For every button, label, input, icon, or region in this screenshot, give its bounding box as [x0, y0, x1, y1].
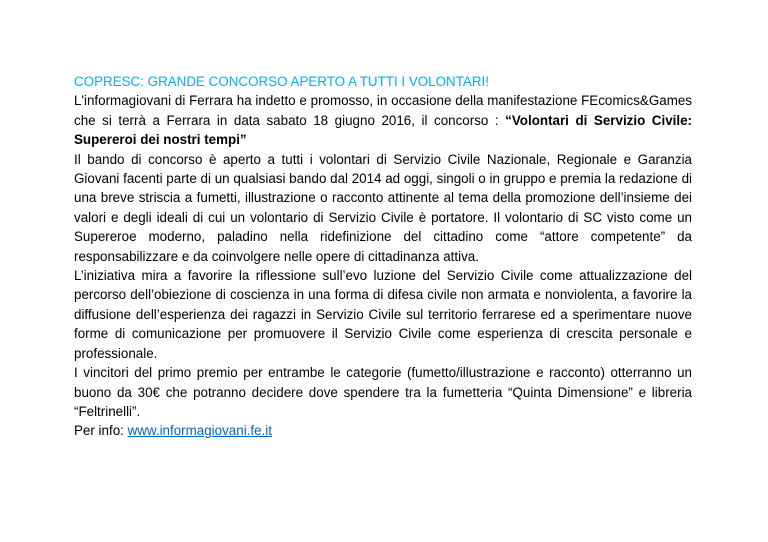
paragraph-contest-intro: L'informagiovani di Ferrara ha indetto e promosso, in occasione della manifestazione FEcomics&Games che si terrà a Ferrara in data sabato 18 giugno 2016, il concorso : — [74, 93, 692, 128]
paragraph-initiative-goals: L’iniziativa mira a favorire la riflessione sull’evo luzione del Servizio Civile come attualizzazione del percorso dell’obiezione di coscienza in una forma di difesa civile non armata e nonviolenta, a favorire la diffusione dell’esperienza dei ragazzi in Servizio Civile sul territorio ferrarese ed a sperimentare nuove forme di comunicazione per promuovere il Servizio Civile come esperienza di crescita personale e professionale. — [74, 268, 692, 361]
document-body — [74, 72, 692, 441]
contest-title: “Volontari di Servizio Civile: Supereroi dei nostri tempi” — [74, 112, 692, 148]
info-website-link[interactable]: www.informagiovani.fe.it — [127, 423, 272, 439]
paragraph-prizes: I vincitori del primo premio per entrambe le categorie (fumetto/illustrazione e racconto) otterranno un buono da 30€ che potranno decidere dove spendere tra la fumetteria “Quinta Dimensione” e libreria “Feltrinelli”. — [74, 365, 692, 419]
document-heading: COPRESC: GRANDE CONCORSO APERTO A TUTTI I VOLONTARI! — [74, 74, 489, 89]
paragraph-contest-rules: Il bando di concorso è aperto a tutti i volontari di Servizio Civile Nazionale, Regionale e Garanzia Giovani facenti parte di un qualsiasi bando dal 2014 ad oggi, singoli o in gruppo e premia la redazione di una breve striscia a fumetti, illustrazione o racconto attinente al tema della promozione dell’insieme dei valori e degli ideali di cui un volontario di Servizio Civile è portatore. Il volontario di SC visto come un Supereroe moderno, paladino nella ridefinizione del cittadino come “attore competente” da responsabilizzare e da coinvolgere nelle opere di cittadinanza attiva. — [74, 151, 692, 264]
paragraph-contest-announcement — [74, 91, 692, 149]
info-line — [74, 421, 692, 440]
info-label: Per info: — [74, 423, 128, 439]
